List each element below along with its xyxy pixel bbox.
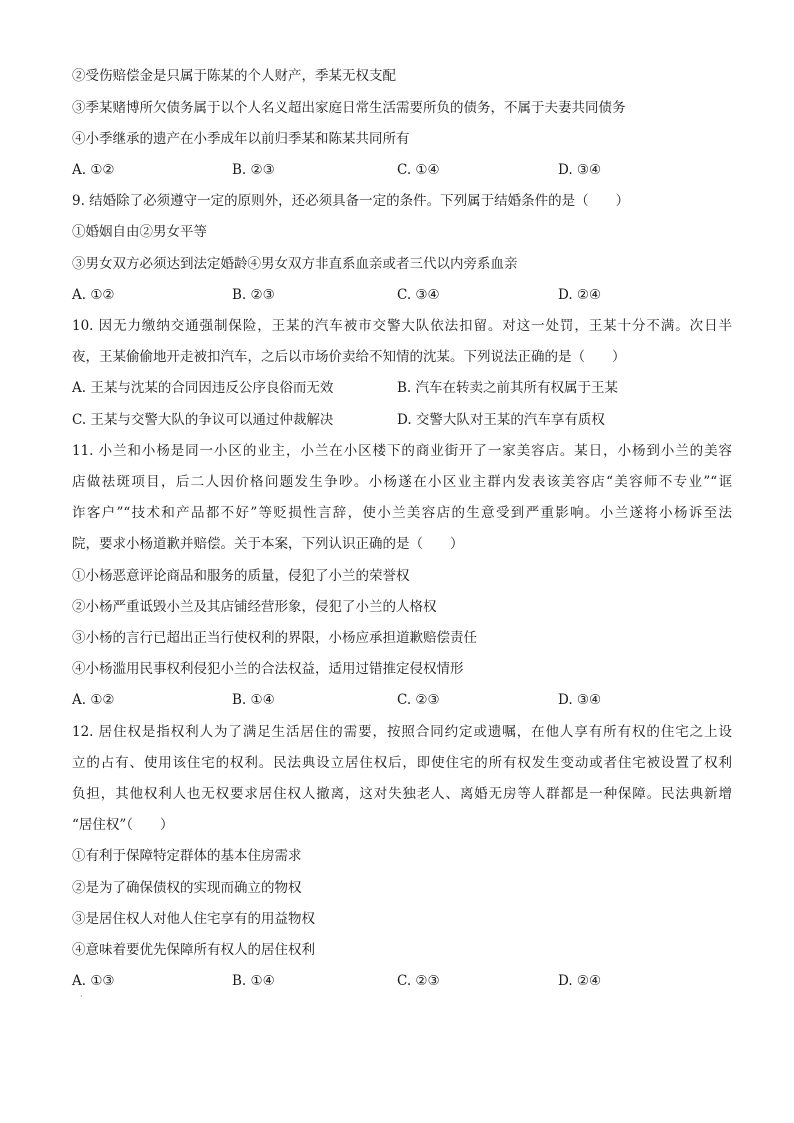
- q12-stem-line-3: 负担，其他权利人也无权要求居住权人撤离，这对失独老人、离婚无房等人群都是一种保障。民法典新增: [72, 786, 732, 802]
- q11-option-b: B. ①④: [232, 692, 275, 708]
- stray-dot-mark: ·: [80, 992, 83, 1001]
- q8-option-a: A. ①②: [72, 162, 115, 178]
- q11-statement-3: ③小杨的言行已超出正当行使权利的界限，小杨应承担道歉赔偿责任: [72, 630, 477, 646]
- q11-statement-2: ②小杨严重诋毁小兰及其店铺经营形象，侵犯了小兰的人格权: [72, 599, 437, 615]
- q9-options: [72, 285, 732, 305]
- q12-stem-line-4: “居住权”（ ）: [72, 817, 174, 833]
- q10-option-b: B. 汽车在转卖之前其所有权属于王某: [397, 380, 619, 396]
- q10-option-c: C. 王某与交警大队的争议可以通过仲裁解决: [72, 412, 334, 428]
- q12-statement-3: ③是居住权人对他人住宅享有的用益物权: [72, 911, 315, 927]
- q9-statement-2: ③男女双方必须达到法定婚龄④男女双方非直系血亲或者三代以内旁系血亲: [72, 256, 518, 272]
- q10-options-row-1: [72, 378, 732, 398]
- q10-stem-line-1: 10. 因无力缴纳交通强制保险，王某的汽车被市交警大队依法扣留。对这一处罚，王某十分不满。次日半: [72, 318, 732, 334]
- q9-option-d: D. ②④: [558, 287, 602, 303]
- q10-options-row-2: [72, 410, 732, 430]
- q11-stem-line-1: 11. 小兰和小杨是同一小区的业主，小兰在小区楼下的商业街开了一家美容店。某日，小杨到小兰的美容: [72, 443, 732, 459]
- q9-option-b: B. ②③: [232, 287, 275, 303]
- q12-statement-2: ②是为了确保债权的实现而确立的物权: [72, 880, 302, 896]
- q12-statement-4: ④意味着要优先保障所有权人的居住权利: [72, 942, 315, 958]
- q9-statement-1: ①婚姻自由②男女平等: [72, 224, 207, 240]
- q8-statement-3: ③季某赌博所欠债务属于以个人名义超出家庭日常生活需要所负的债务，不属于夫妻共同债务: [72, 100, 626, 116]
- q12-option-d: D. ②④: [558, 973, 602, 989]
- q11-options: [72, 690, 732, 710]
- q10-option-d: D. 交警大队对王某的汽车享有质权: [397, 412, 605, 428]
- q8-option-d: D. ③④: [558, 162, 602, 178]
- q9-stem: 9. 结婚除了必须遵守一定的原则外，还必须具备一定的条件。下列属于结婚条件的是（ ）: [72, 193, 630, 209]
- q12-option-a: A. ①③: [72, 973, 115, 989]
- q12-stem-line-2: 立的占有、使用该住宅的权利。民法典设立居住权后，即使住宅的所有权发生变动或者住宅被设置了权利: [72, 755, 732, 771]
- q12-option-c: C. ②③: [397, 973, 440, 989]
- q11-option-c: C. ②③: [397, 692, 440, 708]
- q12-statement-1: ①有利于保障特定群体的基本住房需求: [72, 848, 302, 864]
- q12-options: [72, 971, 732, 991]
- q12-stem-line-1: 12. 居住权是指权利人为了满足生活居住的需要，按照合同约定或遗嘱，在他人享有所有权的住宅之上设: [72, 724, 732, 740]
- q9-option-a: A. ①②: [72, 287, 115, 303]
- q8-options: [72, 160, 732, 180]
- q11-option-a: A. ①②: [72, 692, 115, 708]
- q10-stem-line-2: 夜，王某偷偷地开走被扣汽车，之后以市场价卖给不知情的沈某。下列说法正确的是（ ）: [72, 349, 626, 365]
- q8-option-c: C. ①④: [397, 162, 440, 178]
- q11-stem-line-3: 诈客户”“技术和产品都不好”等贬损性言辞，使小兰美容店的生意受到严重影响。小兰遂将小杨诉至法: [72, 505, 732, 521]
- q9-option-c: C. ③④: [397, 287, 440, 303]
- q11-option-d: D. ③④: [558, 692, 602, 708]
- q8-option-b: B. ②③: [232, 162, 275, 178]
- q8-statement-4: ④小季继承的遗产在小季成年以前归季某和陈某共同所有: [72, 131, 410, 147]
- q10-option-a: A. 王某与沈某的合同因违反公序良俗而无效: [72, 380, 334, 396]
- q12-option-b: B. ①④: [232, 973, 275, 989]
- q11-stem-line-4: 院，要求小杨道歉并赔偿。关于本案，下列认识正确的是（ ）: [72, 536, 464, 552]
- q11-stem-line-2: 店做祛斑项目，后二人因价格问题发生争吵。小杨遂在小区业主群内发表该美容店“美容师不专业”“诓: [72, 474, 732, 490]
- q8-statement-2: ②受伤赔偿金是只属于陈某的个人财产，季某无权支配: [72, 68, 396, 84]
- q11-statement-4: ④小杨滥用民事权利侵犯小兰的合法权益，适用过错推定侵权情形: [72, 661, 464, 677]
- q11-statement-1: ①小杨恶意评论商品和服务的质量，侵犯了小兰的荣誉权: [72, 568, 410, 584]
